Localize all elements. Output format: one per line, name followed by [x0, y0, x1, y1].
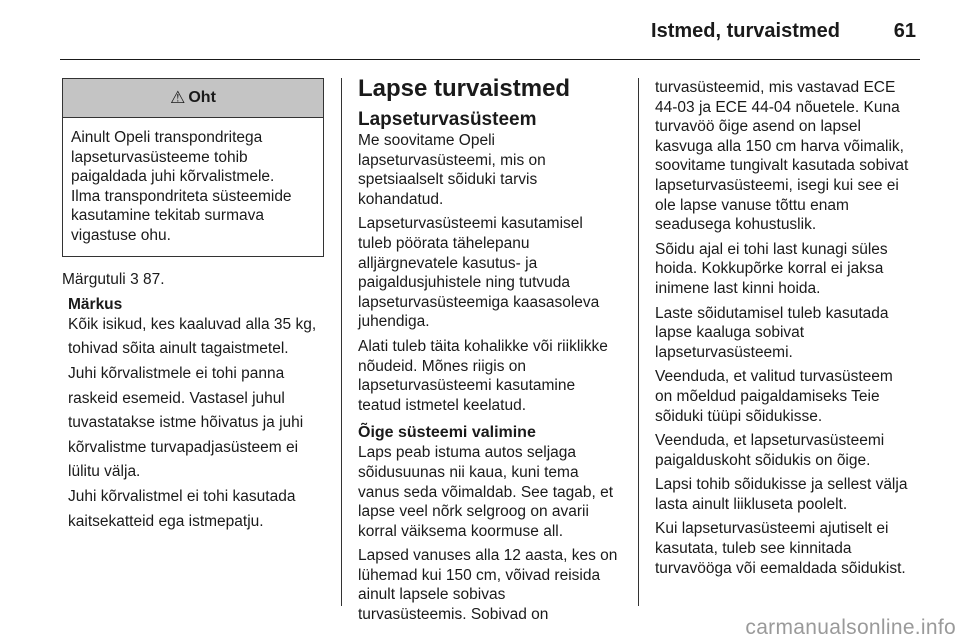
text-line: lühemad kui 150 cm, võivad reisida: [358, 566, 601, 584]
text-line: ole lapse vanuse tõttu enam: [655, 196, 849, 214]
subsection-heading: Õige süsteemi valimine: [358, 424, 536, 442]
note-title: Märkus: [68, 296, 123, 314]
text-line: turvasüsteemis. Sobivad on: [358, 606, 549, 624]
text-line: sõidusuunas nii kaua, kuni tema: [358, 463, 579, 481]
paragraph: [655, 475, 927, 514]
text-line: Alati tuleb täita kohalikke või riiklikke: [358, 337, 608, 355]
text-line: kaitsekatteid ega istmepatju.: [68, 512, 264, 530]
section-title: Lapse turvaistmed: [358, 75, 571, 102]
text-line: soovitame tungivalt kasutada sobivat: [655, 157, 909, 175]
paragraph: [655, 367, 927, 426]
text-line: korral väiksema koormuse all.: [358, 522, 564, 540]
text-line: turvavöö õige asend on lapsel: [655, 118, 861, 136]
text-line: lapse kaaluga sobivat: [655, 324, 805, 342]
text-line: hoida. Kokkupõrke korral ei jaksa: [655, 260, 884, 278]
text-line: Veenduda, et valitud turvasüsteem: [655, 368, 893, 386]
page-number: 61: [893, 20, 916, 42]
reference-page-link[interactable]: 87.: [143, 270, 165, 288]
text-line: Kui lapseturvasüsteemi ajutiselt ei: [655, 520, 889, 538]
text-line: sõiduki tüüpi sõidukisse.: [655, 407, 823, 425]
section-subtitle: Lapseturvasüsteem: [358, 109, 537, 130]
paragraph: [358, 443, 628, 541]
cross-reference: [62, 270, 330, 290]
text-line: lapseturvasüsteemi.: [655, 343, 793, 361]
text-line: Kõik isikud, kes kaaluvad alla 35 kg,: [68, 315, 317, 333]
text-line: lapseturvasüsteemi, mis on: [358, 151, 546, 169]
paragraph: [358, 546, 628, 624]
text-line: Juhi kõrvalistmele ei tohi panna: [68, 364, 285, 382]
text-line: on mõeldud paigaldamiseks Teie: [655, 387, 880, 405]
note-paragraph: [68, 315, 330, 359]
text-line: Juhi kõrvalistmel ei tohi kasutada: [68, 487, 296, 505]
text-line: vanus seda võimaldab. See tagab, et: [358, 483, 614, 501]
text-line: tuleb pöörata tähelepanu: [358, 234, 530, 252]
text-line: Lapseturvasüsteemi kasutamisel: [358, 215, 583, 233]
paragraph: [655, 519, 927, 578]
text-line: lapseturvasüsteemi kasutamine: [358, 377, 576, 395]
text-line: paigalduskoht sõidukis on õige.: [655, 451, 871, 469]
column-divider: [638, 78, 639, 606]
text-line: kasutamine tekitab surmava: [71, 207, 264, 225]
reference-arrow: 3: [130, 270, 139, 288]
warning-title: Oht: [188, 89, 216, 107]
reference-text: Märgutuli: [62, 270, 126, 288]
text-line: 44-03 ja ECE 44-04 nõuetele. Kuna: [655, 98, 900, 116]
column-divider: [341, 78, 342, 606]
watermark: carmanualsonline.info: [745, 616, 956, 639]
text-line: lapse veel nõrk selgroog on avarii: [358, 503, 589, 521]
text-line: lapseturvasüsteemi, isegi kui see ei: [655, 176, 899, 194]
paragraph: [358, 131, 628, 209]
text-line: seadusega kohustuslik.: [655, 216, 817, 234]
note-paragraph: [68, 364, 330, 482]
text-line: kohandatud.: [358, 190, 444, 208]
text-line: lülitu välja.: [68, 463, 141, 481]
text-line: kõrvalistme turvapadjasüsteem ei: [68, 438, 299, 456]
text-line: inimene last kinni hoida.: [655, 279, 821, 297]
text-line: paigaldusjuhistele ning tutvuda: [358, 274, 570, 292]
note-block: [68, 295, 330, 531]
text-line: raskeid esemeid. Vastasel juhul: [68, 389, 285, 407]
text-line: nõudeid. Mõnes riigis on: [358, 357, 527, 375]
text-line: tohivad sõita ainult tagaistmetel.: [68, 340, 289, 358]
text-line: Veenduda, et lapseturvasüsteemi: [655, 432, 885, 450]
column-left: [62, 78, 330, 531]
column-right: [655, 78, 927, 578]
text-line: kasvuga alla 150 cm harva võimalik,: [655, 137, 904, 155]
text-line: Ainult Opeli transpondritega: [71, 129, 263, 146]
text-line: lapseturvasüsteeme tohib: [71, 148, 248, 166]
text-line: Lapsed vanuses alla 12 aasta, kes on: [358, 547, 618, 565]
text-line: tuvastatakse istme hõivatus ja juhi: [68, 414, 304, 432]
text-line: lapseturvasüsteemiga kaasasoleva: [358, 293, 600, 311]
paragraph: [358, 337, 628, 415]
text-line: teatud istmetel keelatud.: [358, 396, 527, 414]
warning-header: [63, 79, 323, 118]
text-line: Ilma transpondriteta süsteemide: [71, 187, 292, 205]
warning-box: [62, 78, 324, 257]
warning-text: [63, 118, 323, 256]
page-header: [60, 0, 920, 60]
note-paragraph: [68, 487, 330, 531]
warning-triangle-icon: ⚠: [170, 88, 186, 108]
paragraph: [358, 214, 628, 332]
paragraph: [655, 78, 927, 235]
text-line: paigaldada juhi kõrvalistmele.: [71, 168, 275, 186]
paragraph: [655, 431, 927, 470]
text-line: Laps peab istuma autos seljaga: [358, 444, 577, 462]
text-line: spetsiaalselt sõiduki tarvis: [358, 171, 538, 189]
text-line: juhendiga.: [358, 313, 430, 331]
text-line: turvasüsteemid, mis vastavad ECE: [655, 79, 896, 96]
text-line: vigastuse ohu.: [71, 226, 171, 244]
text-line: Sõidu ajal ei tohi last kunagi süles: [655, 240, 888, 258]
paragraph: [655, 304, 927, 363]
text-line: Lapsi tohib sõidukisse ja sellest välja: [655, 476, 908, 494]
text-line: ainult lapsele sobivas: [358, 586, 506, 604]
text-line: alljärgnevatele kasutus- ja: [358, 254, 538, 272]
text-line: kasutata, tuleb see kinnitada: [655, 540, 852, 558]
column-middle: [358, 75, 628, 625]
page-title: Istmed, turvaistmed: [651, 20, 840, 42]
text-line: Laste sõidutamisel tuleb kasutada: [655, 304, 889, 322]
text-line: lasta ainult liikluseta poolelt.: [655, 495, 848, 513]
paragraph: [655, 240, 927, 299]
text-line: turvavööga või eemaldada sõidukist.: [655, 559, 906, 577]
text-line: Me soovitame Opeli: [358, 132, 495, 149]
